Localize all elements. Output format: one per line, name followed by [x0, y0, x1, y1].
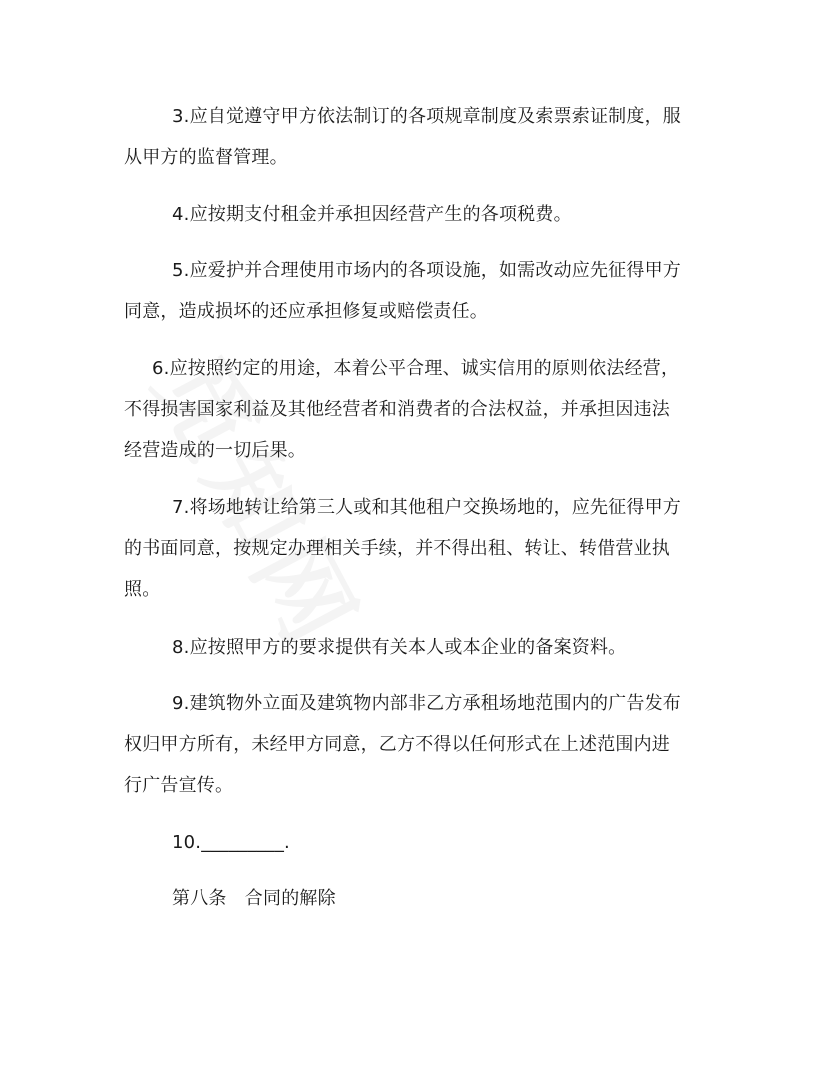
item-6-line-2: 不得损害国家利益及其他经营者和消费者的合法权益，并承担因违法 — [124, 399, 670, 420]
item-4-line-1: 4.应按期支付租金并承担因经营产生的各项税费。 — [172, 204, 572, 225]
item-5-line-2: 同意，造成损坏的还应承担修复或赔偿责任。 — [124, 301, 488, 322]
item-9-line-3: 行广告宣传。 — [124, 775, 234, 796]
item-10-line-1: 10._________. — [172, 832, 290, 853]
item-3-line-1: 3.应自觉遵守甲方依法制订的各项规章制度及索票索证制度，服 — [172, 106, 681, 127]
item-6-line-1: 6.应按照约定的用途，本着公平合理、诚实信用的原则依法经营， — [152, 358, 680, 379]
item-6-line-3: 经营造成的一切后果。 — [124, 440, 306, 461]
item-7-line-2: 的书面同意，按规定办理相关手续，并不得出租、转让、转借营业执 — [124, 538, 670, 559]
item-9-line-2: 权归甲方所有，未经甲方同意，乙方不得以任何形式在上述范围内进 — [124, 734, 670, 755]
item-8-line-1: 8.应按照甲方的要求提供有关本人或本企业的备案资料。 — [172, 637, 627, 658]
item-3-line-2: 从甲方的监督管理。 — [124, 147, 288, 168]
article-8-heading: 第八条 合同的解除 — [172, 888, 336, 909]
item-7-line-1: 7.将场地转让给第三人或和其他租户交换场地的，应先征得甲方 — [172, 497, 681, 518]
item-5-line-1: 5.应爱护并合理使用市场内的各项设施，如需改动应先征得甲方 — [172, 260, 681, 281]
item-9-line-1: 9.建筑物外立面及建筑物内部非乙方承租场地范围内的广告发布 — [172, 693, 681, 714]
item-7-line-3: 照。 — [124, 579, 161, 600]
